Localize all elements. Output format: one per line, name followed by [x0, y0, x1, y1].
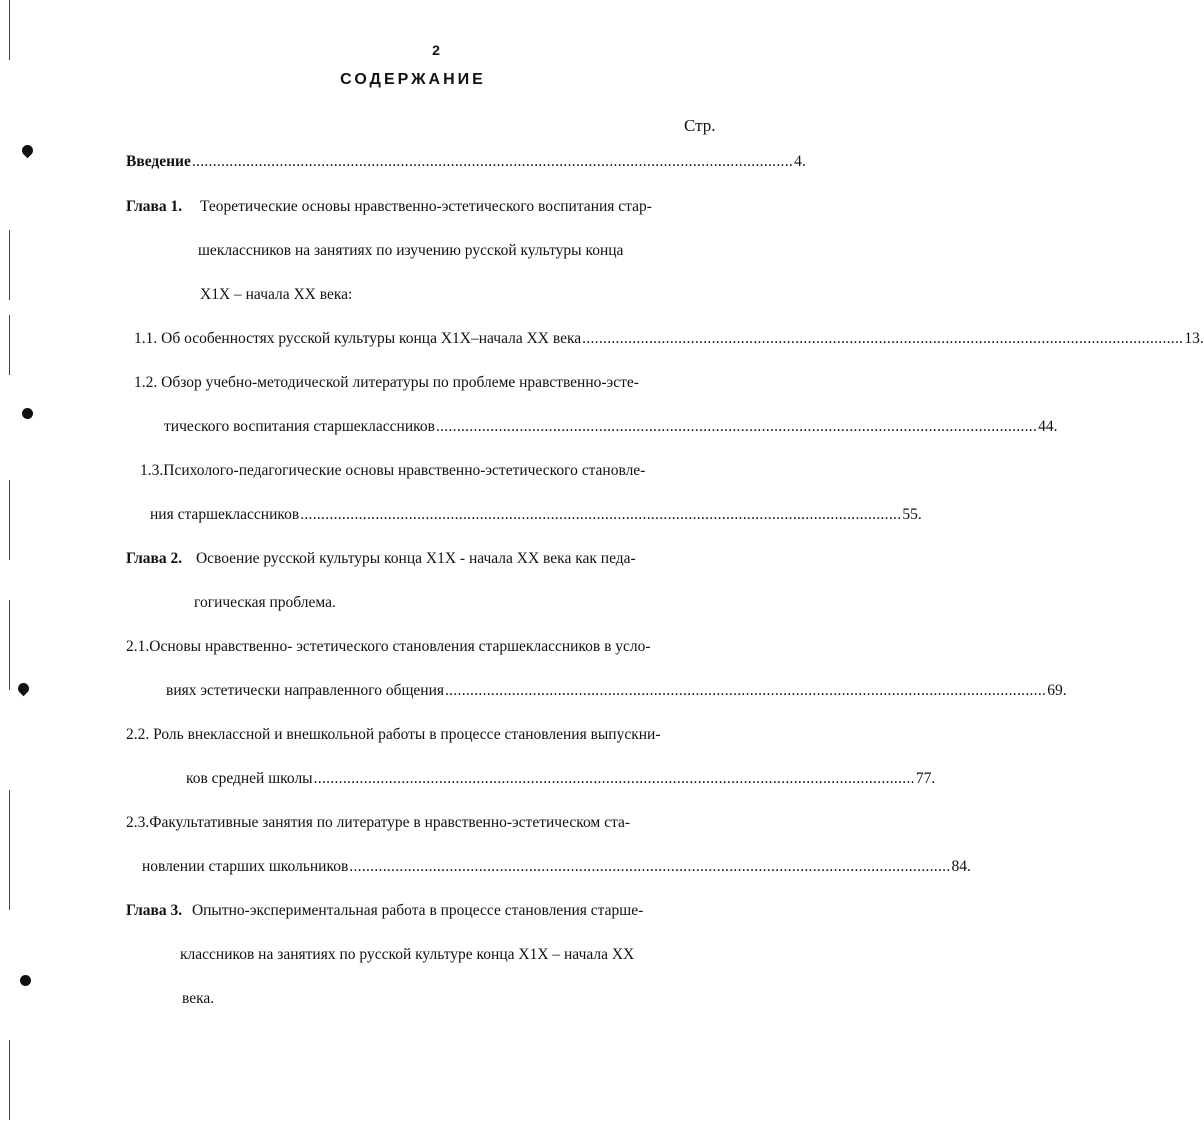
- scan-edge-line: [9, 315, 10, 375]
- toc-1-2-line2: тического воспитания старшеклассников: [164, 418, 435, 435]
- dot-leader: ................................................................................................................................................: [349, 858, 951, 875]
- dot-leader: ................................................................................................................................................: [435, 418, 1038, 435]
- toc-entry-1-3: [150, 506, 922, 524]
- toc-2-3-line1: 2.3.Факультативные занятия по литературе в нравственно-эстетическом ста-: [126, 814, 630, 831]
- scan-edge-line: [9, 230, 10, 300]
- toc-entry-1-1: [134, 330, 1204, 348]
- toc-intro-page: 4.: [794, 153, 806, 170]
- dot-leader: ................................................................................................................................................: [191, 153, 794, 170]
- scan-edge-line: [9, 1040, 10, 1120]
- chapter-3-title-line1: Опытно-экспериментальная работа в процессе становления старше-: [191, 902, 644, 919]
- dot-leader: ................................................................................................................................................: [300, 506, 902, 523]
- toc-1-2-page: 44.: [1038, 418, 1058, 435]
- toc-2-3-page: 84.: [951, 858, 971, 875]
- page-title: СОДЕРЖАНИЕ: [340, 71, 486, 88]
- chapter-2-title-line2: гогическая проблема.: [194, 594, 336, 611]
- chapter-3-title-line2: классников на занятиях по русской культуре конца X1X – начала XX: [180, 946, 635, 963]
- toc-1-3-line1: 1.3.Психолого-педагогические основы нравственно-эстетического становле-: [140, 462, 646, 479]
- toc-1-1-page: 13.: [1184, 330, 1204, 347]
- punch-hole-mark: [20, 975, 31, 986]
- page-number: 2: [432, 42, 440, 58]
- chapter-1-title-line1: Теоретические основы нравственно-эстетического воспитания стар-: [199, 198, 652, 215]
- dot-leader: ................................................................................................................................................: [313, 770, 915, 787]
- toc-1-1-text: 1.1. Об особенностях русской культуры конца X1X–начала XX века: [134, 330, 582, 347]
- toc-entry-2-2: [186, 770, 936, 788]
- toc-2-2-line1: 2.2. Роль внеклассной и внешкольной работы в процессе становления выпускни-: [126, 726, 661, 743]
- chapter-3-title-line3: века.: [182, 990, 215, 1007]
- toc-2-2-page: 77.: [915, 770, 936, 787]
- toc-entry-1-2: [164, 418, 1058, 436]
- toc-2-1-page: 69.: [1047, 682, 1067, 699]
- punch-hole-mark: [16, 681, 32, 697]
- chapter-1-title-line2: шеклассников на занятиях по изучению русской культуры конца: [198, 242, 624, 259]
- toc-entry-2-3: [142, 858, 971, 876]
- toc-2-3-line2: новлении старших школьников: [142, 858, 349, 875]
- scan-edge-line: [9, 480, 10, 560]
- toc-2-2-line2: ков средней школы: [186, 770, 313, 787]
- chapter-1-title-line3: X1X – начала XX века:: [200, 286, 353, 303]
- chapter-2-label: Глава 2.: [126, 550, 183, 567]
- page-column-label: Стр.: [684, 116, 716, 135]
- toc-2-1-line2: виях эстетически направленного общения: [166, 682, 444, 699]
- toc-chapter-1: [126, 198, 652, 216]
- toc-2-1-line1: 2.1.Основы нравственно- эстетического становления старшеклассников в усло-: [126, 638, 651, 655]
- dot-leader: ................................................................................................................................................: [445, 682, 1047, 699]
- dot-leader: ................................................................................................................................................: [582, 330, 1184, 347]
- toc-chapter-2: [126, 550, 636, 568]
- toc-entry-2-1: [166, 682, 1067, 700]
- toc-1-2-line1: 1.2. Обзор учебно-методической литературы по проблеме нравственно-эсте-: [134, 374, 639, 391]
- chapter-1-label: Глава 1.: [126, 198, 183, 215]
- punch-hole-mark: [22, 408, 33, 419]
- scan-edge-line: [9, 790, 10, 910]
- chapter-3-label: Глава 3.: [126, 902, 183, 919]
- toc-chapter-3: [126, 902, 643, 920]
- chapter-2-title-line1: Освоение русской культуры конца X1X - начала XX века как педа-: [195, 550, 636, 567]
- toc-1-3-page: 55.: [902, 506, 922, 523]
- toc-entry-intro: [126, 153, 806, 171]
- scan-edge-line: [9, 600, 10, 690]
- toc-intro-label: Введение: [126, 153, 191, 170]
- toc-1-3-line2: ния старшеклассников: [150, 506, 300, 523]
- punch-hole-mark: [20, 143, 36, 159]
